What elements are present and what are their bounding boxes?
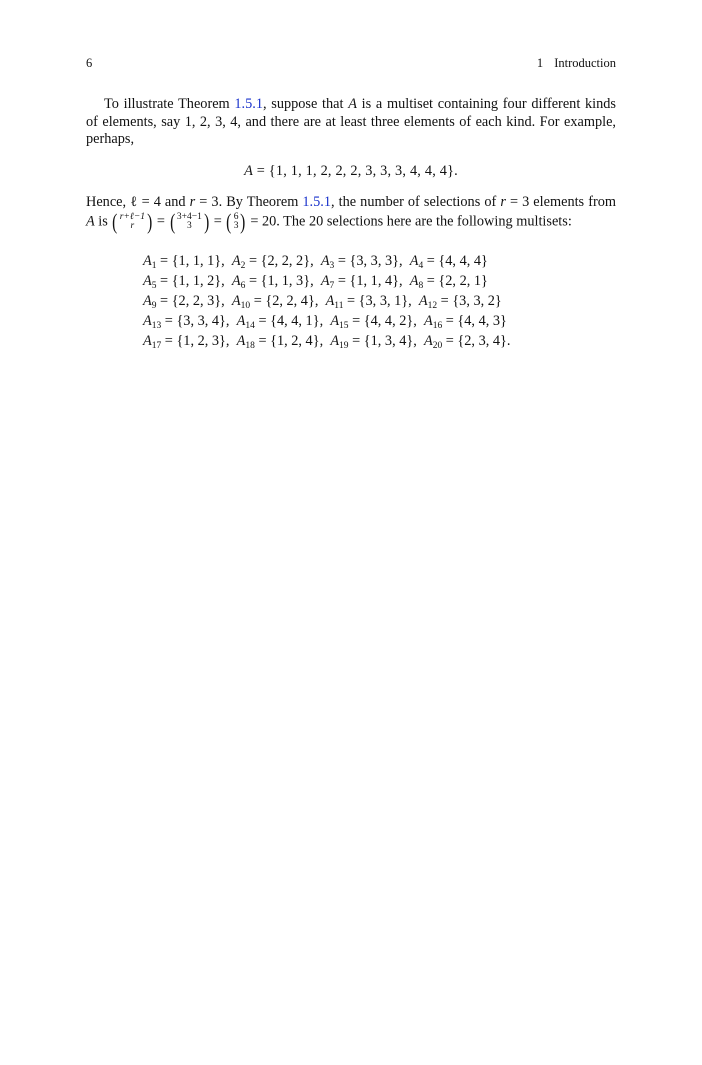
set-index: 20 (432, 341, 443, 351)
binomial-bottom: 3 (233, 221, 239, 231)
set-symbol: A (143, 333, 152, 349)
set-elements: = {2, 2, 3}, (156, 293, 225, 309)
set-index: 13 (151, 321, 162, 331)
math-variable: A (348, 96, 357, 112)
multiset-row (143, 251, 616, 271)
set-elements: = {1, 2, 3}, (161, 333, 230, 349)
chapter-title: Introduction (554, 56, 616, 70)
set-index: 18 (245, 341, 255, 351)
set-elements: = {2, 2, 2}, (245, 253, 314, 269)
running-head (86, 56, 616, 72)
text: = 20. The 20 selections here are the following multisets: (246, 213, 572, 230)
multiset-entry (237, 313, 324, 329)
display-equation (86, 163, 616, 180)
text: , suppose that (262, 96, 349, 112)
set-elements: = {2, 3, 4}. (442, 333, 511, 349)
set-symbol: A (236, 333, 246, 349)
multiset-entry (410, 253, 488, 269)
set-elements: = {3, 3, 4}, (161, 313, 230, 329)
theorem-link[interactable]: 1.5.1 (234, 96, 263, 112)
binomial-bottom: r (130, 221, 135, 231)
set-symbol: A (418, 293, 428, 309)
set-elements: = {3, 3, 1}, (343, 293, 412, 309)
equation-rhs: = {1, 1, 1, 2, 2, 2, 3, 3, 3, 4, 4, 4}. (253, 162, 458, 179)
multiset-entry (424, 313, 507, 329)
binomial-bottom: 3 (186, 221, 192, 231)
text: To illustrate Theorem (104, 96, 235, 112)
multiset-entry (410, 273, 488, 289)
set-elements: = {3, 3, 3}, (334, 253, 403, 269)
binomial-top: 3+4−1 (176, 212, 202, 222)
set-index: 9 (151, 301, 157, 311)
set-symbol: A (236, 313, 246, 329)
set-index: 11 (334, 301, 344, 311)
multiset-row (143, 331, 616, 351)
set-elements: = {4, 4, 2}, (348, 313, 417, 329)
set-index: 16 (432, 321, 443, 331)
multiset-entry (237, 333, 324, 349)
multiset-entry (321, 253, 403, 269)
multiset-row (143, 271, 616, 291)
set-symbol: A (330, 333, 340, 349)
math-variable: A (244, 162, 253, 179)
set-elements: = {3, 3, 2} (437, 293, 502, 309)
set-index: 4 (418, 261, 424, 271)
multiset-row (143, 291, 616, 311)
set-symbol: A (330, 313, 340, 329)
set-symbol: A (409, 273, 419, 289)
binomial-coefficient: ( 6 3 ) (226, 209, 246, 234)
set-symbol: A (320, 253, 330, 269)
text: is a multiset containing four different kinds of elements, say 1, 2, 3, 4, and there are at least three elements of each kind. For example, perhaps, (86, 96, 616, 147)
text: = (210, 213, 226, 230)
math-variable: r (500, 193, 506, 210)
binomial-top: 6 (233, 212, 239, 222)
multiset-entry (419, 293, 502, 309)
book-page (86, 56, 616, 351)
set-elements: = {1, 1, 4}, (334, 273, 403, 289)
multiset-entry (321, 273, 403, 289)
chapter-number: 1 (536, 56, 544, 70)
text: is (94, 213, 112, 230)
set-index: 8 (418, 281, 424, 291)
text: = 3 elements from (505, 193, 616, 210)
multiset-list (143, 251, 616, 351)
multiset-entry (330, 313, 417, 329)
set-elements: = {2, 2, 1} (423, 273, 488, 289)
page-number: 6 (86, 56, 93, 70)
set-elements: = {4, 4, 1}, (254, 313, 324, 329)
math-variable: r (189, 193, 196, 210)
set-symbol: A (231, 273, 241, 289)
set-index: 19 (339, 341, 349, 351)
text: = 3. By Theorem (195, 193, 303, 210)
set-index: 7 (329, 281, 335, 291)
text: , the number of selections of (330, 193, 501, 210)
multiset-entry (330, 333, 417, 349)
binomial-coefficient: ( 3+4−1 3 ) (169, 209, 210, 234)
multiset-entry (326, 293, 412, 309)
set-elements: = {4, 4, 4} (423, 253, 488, 269)
text: Hence, ℓ = 4 and (86, 193, 190, 210)
set-symbol: A (325, 293, 335, 309)
chapter-heading (529, 56, 616, 72)
set-index: 1 (151, 261, 157, 271)
multiset-entry (143, 333, 230, 349)
text: = (153, 213, 169, 230)
set-symbol: A (143, 313, 152, 329)
binomial-coefficient: ( r+ℓ−1 r ) (112, 209, 153, 234)
set-symbol: A (231, 253, 241, 269)
set-symbol: A (423, 333, 433, 349)
set-index: 17 (151, 341, 162, 351)
set-symbol: A (423, 313, 433, 329)
set-index: 3 (329, 261, 335, 271)
math-variable: A (86, 213, 95, 230)
set-symbol: A (143, 253, 152, 269)
paragraph-intro (86, 96, 616, 149)
set-elements: = {2, 2, 4}, (250, 293, 319, 309)
set-elements: = {1, 2, 4}, (254, 333, 324, 349)
set-index: 2 (240, 261, 246, 271)
set-symbol: A (231, 293, 241, 309)
set-index: 6 (240, 281, 246, 291)
multiset-entry (143, 293, 225, 309)
set-symbol: A (143, 293, 152, 309)
set-elements: = {1, 3, 4}, (348, 333, 417, 349)
multiset-entry (232, 293, 319, 309)
paragraph-count (86, 194, 616, 234)
set-index: 14 (245, 321, 255, 331)
set-index: 15 (339, 321, 349, 331)
binomial-top: r+ℓ−1 (119, 212, 145, 222)
set-symbol: A (409, 253, 419, 269)
multiset-entry (232, 253, 314, 269)
set-index: 5 (151, 281, 157, 291)
multiset-entry (424, 333, 511, 349)
set-index: 12 (427, 301, 438, 311)
set-elements: = {4, 4, 3} (442, 313, 507, 329)
set-symbol: A (143, 273, 152, 289)
multiset-entry (143, 313, 230, 329)
set-elements: = {1, 1, 2}, (156, 273, 225, 289)
theorem-link[interactable]: 1.5.1 (302, 193, 331, 210)
set-elements: = {1, 1, 3}, (245, 273, 314, 289)
set-symbol: A (320, 273, 330, 289)
set-elements: = {1, 1, 1}, (156, 253, 225, 269)
multiset-row (143, 311, 616, 331)
multiset-entry (143, 273, 225, 289)
multiset-entry (143, 253, 225, 269)
multiset-entry (232, 273, 314, 289)
set-index: 10 (240, 301, 251, 311)
